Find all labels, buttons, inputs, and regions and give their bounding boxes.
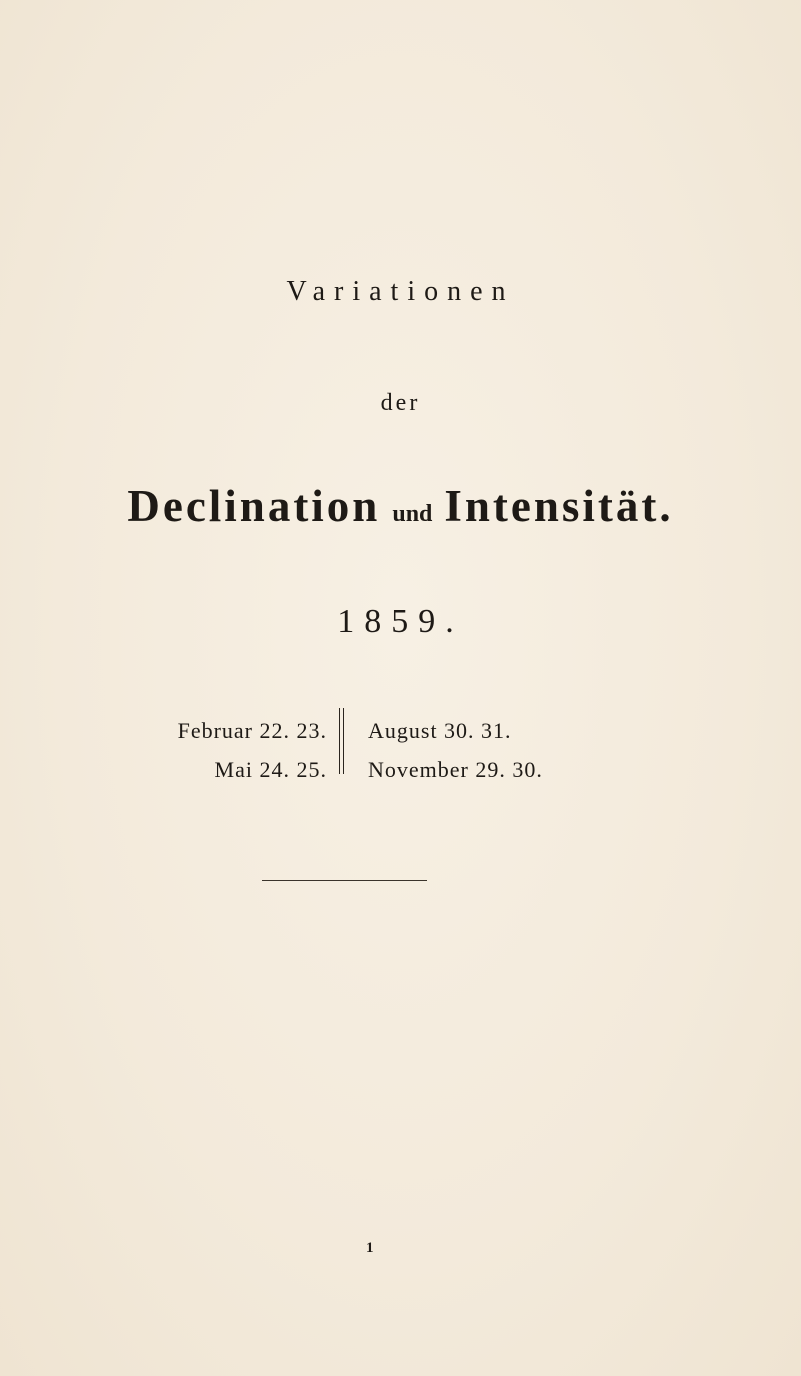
date-februar: Februar 22. 23. (177, 718, 327, 743)
date-mai: Mai 24. 25. (214, 757, 327, 782)
main-title-declination: Declination (127, 481, 381, 531)
date-divider-line (339, 708, 340, 774)
date-divider-line (343, 708, 344, 774)
date-november: November 29. 30. (368, 757, 543, 782)
heading-der: der (380, 390, 421, 416)
year: 1859. (337, 603, 464, 640)
heading-variationen: Variationen (286, 276, 515, 307)
observation-dates (0, 718, 801, 798)
main-title-intensitaet: Intensität. (444, 481, 674, 531)
date-august: August 30. 31. (368, 718, 512, 743)
horizontal-rule (262, 880, 427, 881)
main-title-und: und (392, 501, 433, 527)
main-title (0, 480, 801, 532)
page-number: 1 (366, 1240, 374, 1256)
